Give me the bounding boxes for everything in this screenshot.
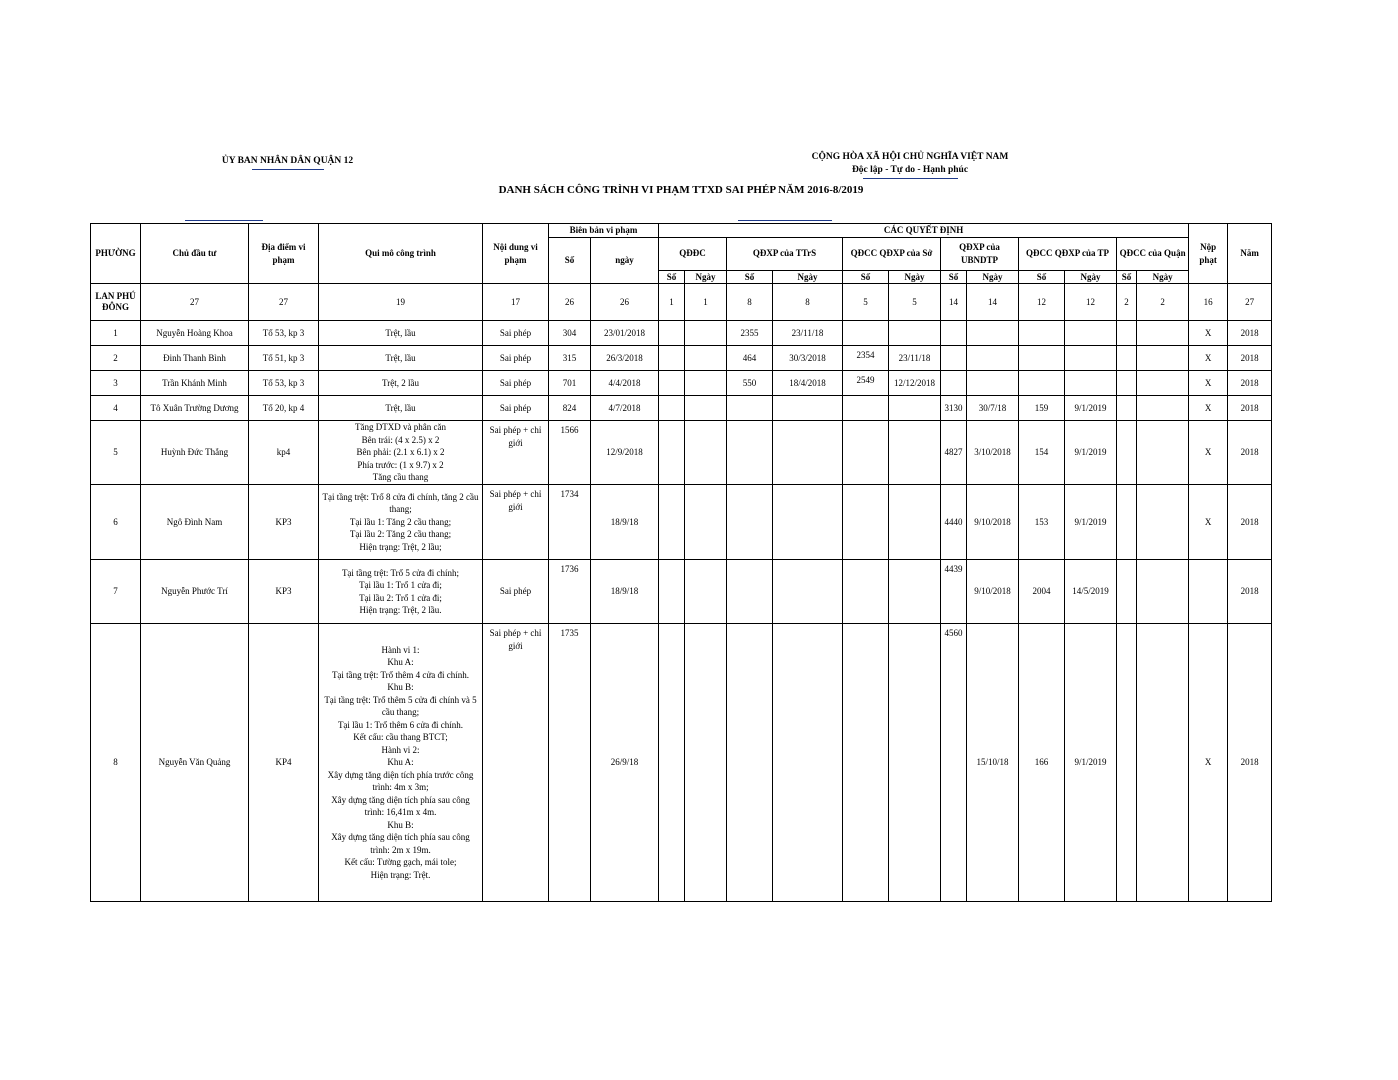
row-so-so <box>843 396 889 421</box>
row-ttrs-so <box>727 421 773 485</box>
row-ttrs-so: 464 <box>727 346 773 371</box>
row-stt: 6 <box>91 485 141 560</box>
qui-mo-line: Tại tầng trệt: Trổ 5 cửa đi chính; <box>341 567 460 578</box>
qui-mo-line: Tại lầu 1: Trổ 1 cửa đi; <box>359 580 442 590</box>
row-nop-phat: X <box>1189 396 1228 421</box>
row-nam: 2018 <box>1228 485 1272 560</box>
row-so-ngay: 23/11/18 <box>889 346 941 371</box>
row-nam: 2018 <box>1228 346 1272 371</box>
table-row <box>91 346 1272 371</box>
col-bb-ngay: ngày <box>591 237 659 284</box>
sub-header-ngay: Ngày <box>967 270 1019 284</box>
row-noi-dung: Sai phép + chỉ giới <box>483 485 549 560</box>
row-dia-diem: kp4 <box>249 421 319 485</box>
row-ubndtp-ngay: 15/10/18 <box>967 624 1019 902</box>
row-so-so <box>843 485 889 560</box>
row-ttrs-ngay <box>773 560 843 624</box>
row-bb-so: 1735 <box>549 624 591 902</box>
row-tp-ngay <box>1065 371 1117 396</box>
row-quan-so <box>1117 421 1137 485</box>
row-bb-ngay: 18/9/18 <box>591 485 659 560</box>
row-dia-diem: Tổ 51, kp 3 <box>249 346 319 371</box>
row-bb-so: 315 <box>549 346 591 371</box>
row-tp-ngay: 9/1/2019 <box>1065 485 1117 560</box>
summary-count: 5 <box>843 284 889 321</box>
row-so-so: 2354 <box>843 346 889 371</box>
row-qui-mo <box>319 346 483 371</box>
row-ubndtp-so: 3130 <box>941 396 967 421</box>
table-row <box>91 560 1272 624</box>
row-so-so <box>843 421 889 485</box>
row-so-ngay <box>889 485 941 560</box>
row-quan-so <box>1117 321 1137 346</box>
row-nam: 2018 <box>1228 371 1272 396</box>
col-qui-mo: Qui mô công trình <box>319 224 483 284</box>
row-tp-so: 2004 <box>1019 560 1065 624</box>
row-ubndtp-so: 4827 <box>941 421 967 485</box>
summary-phuong: LAN PHÚ ĐÔNG <box>91 284 141 321</box>
row-nam: 2018 <box>1228 560 1272 624</box>
row-ttrs-ngay: 18/4/2018 <box>773 371 843 396</box>
sub-header-ngay: Ngày <box>889 270 941 284</box>
row-bb-ngay: 18/9/18 <box>591 560 659 624</box>
row-ubndtp-so: 4440 <box>941 485 967 560</box>
decor-line-left <box>185 220 263 221</box>
table-row <box>91 624 1272 902</box>
row-dia-diem: Tổ 20, kp 4 <box>249 396 319 421</box>
sub-header-so: Số <box>941 270 967 284</box>
national-header <box>760 151 1060 179</box>
row-quan-ngay <box>1137 346 1189 371</box>
row-ttrs-ngay: 23/11/18 <box>773 321 843 346</box>
row-noi-dung: Sai phép <box>483 560 549 624</box>
row-so-so <box>843 624 889 902</box>
col-nop-phat: Nộp phạt <box>1189 224 1228 284</box>
row-tp-so: 166 <box>1019 624 1065 902</box>
row-tp-so <box>1019 371 1065 396</box>
row-tp-so <box>1019 321 1065 346</box>
row-bb-ngay: 26/9/18 <box>591 624 659 902</box>
violations-table <box>90 223 1272 902</box>
qui-mo-line: Kết cấu: cầu thang BTCT; <box>353 732 448 743</box>
row-noi-dung: Sai phép <box>483 396 549 421</box>
sub-header-ngay: Ngày <box>1065 270 1117 284</box>
summary-count: 12 <box>1019 284 1065 321</box>
row-ubndtp-so: 4439 <box>941 560 967 624</box>
row-ubndtp-so <box>941 371 967 396</box>
row-bb-so: 1736 <box>549 560 591 624</box>
row-stt: 8 <box>91 624 141 902</box>
row-tp-ngay: 9/1/2019 <box>1065 421 1117 485</box>
row-qui-mo <box>319 560 483 624</box>
row-ttrs-ngay <box>773 396 843 421</box>
row-qui-mo <box>319 624 483 902</box>
qui-mo-line: Hiện trạng: Trệt, 2 lầu; <box>359 541 442 552</box>
qui-mo-line: Khu B: <box>387 819 414 830</box>
col-bien-ban: Biên bản vi phạm <box>549 224 659 238</box>
row-bb-so: 1566 <box>549 421 591 485</box>
summary-count: 26 <box>549 284 591 321</box>
summary-count: 12 <box>1065 284 1117 321</box>
qui-mo-line: Hiện trạng: Trệt. <box>370 869 431 880</box>
row-ttrs-ngay <box>773 421 843 485</box>
table-row <box>91 321 1272 346</box>
row-bb-so: 824 <box>549 396 591 421</box>
row-qddc-ngay <box>685 346 727 371</box>
row-quan-so <box>1117 560 1137 624</box>
org-underline <box>252 169 324 170</box>
row-bb-ngay: 12/9/2018 <box>591 421 659 485</box>
qui-mo-line: Tại tầng trệt: Trổ 8 cửa đi chính, tăng 2 cầu thang; <box>322 491 479 515</box>
qui-mo-line: Trệt, 2 lầu <box>382 377 419 388</box>
qui-mo-line: Phía trước: (1 x 9.7) x 2 <box>357 459 444 470</box>
row-ttrs-so <box>727 624 773 902</box>
row-chu-dau-tu: Trần Khánh Minh <box>141 371 249 396</box>
qui-mo-line: Xây dựng tăng diện tích phía trước công trình: 4m x 3m; <box>327 769 474 793</box>
row-nop-phat: X <box>1189 421 1228 485</box>
sub-header-so: Số <box>1019 270 1065 284</box>
qui-mo-line: Hành vi 2: <box>381 744 420 755</box>
row-so-ngay <box>889 396 941 421</box>
col-qddc: QĐĐC <box>659 237 727 270</box>
row-qui-mo <box>319 421 483 485</box>
row-noi-dung: Sai phép + chỉ giới <box>483 421 549 485</box>
row-bb-ngay: 4/7/2018 <box>591 396 659 421</box>
row-dia-diem: Tổ 53, kp 3 <box>249 321 319 346</box>
row-nam: 2018 <box>1228 421 1272 485</box>
qui-mo-line: Tại lầu 1: Trổ thêm 6 cửa đi chính. <box>337 719 464 730</box>
row-dia-diem: KP4 <box>249 624 319 902</box>
row-qddc-ngay <box>685 485 727 560</box>
qui-mo-line: Tăng cầu thang <box>372 472 429 483</box>
row-so-ngay: 12/12/2018 <box>889 371 941 396</box>
row-nop-phat <box>1189 560 1228 624</box>
row-ttrs-so <box>727 560 773 624</box>
row-tp-ngay <box>1065 321 1117 346</box>
row-qddc-so <box>659 396 685 421</box>
row-tp-so: 153 <box>1019 485 1065 560</box>
row-stt: 7 <box>91 560 141 624</box>
row-chu-dau-tu: Tô Xuân Trường Dương <box>141 396 249 421</box>
qui-mo-line: Bên phải: (2.1 x 6.1) x 2 <box>356 447 445 458</box>
row-quan-ngay <box>1137 624 1189 902</box>
row-ubndtp-ngay <box>967 371 1019 396</box>
row-tp-ngay <box>1065 346 1117 371</box>
sub-header-so: Số <box>1117 270 1137 284</box>
qui-mo-line: Tại lầu 2: Tăng 2 cầu thang; <box>349 529 452 540</box>
row-bb-so: 1734 <box>549 485 591 560</box>
document-title: DANH SÁCH CÔNG TRÌNH VI PHẠM TTXD SAI PHÉP NĂM 2016-8/2019 <box>498 184 864 196</box>
row-nam: 2018 <box>1228 321 1272 346</box>
row-nam: 2018 <box>1228 624 1272 902</box>
motto-underline <box>863 178 958 179</box>
sub-header-so: Số <box>843 270 889 284</box>
row-so-ngay <box>889 421 941 485</box>
row-stt: 4 <box>91 396 141 421</box>
row-qddc-so <box>659 321 685 346</box>
national-motto: Độc lập - Tự do - Hạnh phúc <box>851 165 969 175</box>
org-name: ỦY BAN NHÂN DÂN QUẬN 12 <box>221 156 354 166</box>
row-ttrs-ngay <box>773 624 843 902</box>
row-quan-ngay <box>1137 485 1189 560</box>
row-qddc-so <box>659 560 685 624</box>
col-phuong: PHƯỜNG <box>91 224 141 284</box>
row-ttrs-so <box>727 396 773 421</box>
row-so-ngay <box>889 321 941 346</box>
row-qddc-so <box>659 371 685 396</box>
row-ttrs-so: 550 <box>727 371 773 396</box>
row-dia-diem: KP3 <box>249 485 319 560</box>
row-quan-so <box>1117 346 1137 371</box>
col-bb-so: Số <box>549 237 591 284</box>
row-ubndtp-so: 4560 <box>941 624 967 902</box>
qui-mo-line: Tại tầng trệt: Trổ thêm 5 cửa đi chính và 5 cầu thang; <box>324 694 477 718</box>
row-qddc-ngay <box>685 421 727 485</box>
summary-count: 16 <box>1189 284 1228 321</box>
row-qddc-so <box>659 421 685 485</box>
qui-mo-line: Kết cấu: Tường gạch, mái tole; <box>344 857 457 868</box>
qui-mo-line: Hiện trạng: Trệt, 2 lầu. <box>359 605 442 615</box>
row-qddc-ngay <box>685 624 727 902</box>
col-noi-dung: Nội dung vi phạm <box>483 224 549 284</box>
row-quan-ngay <box>1137 396 1189 421</box>
row-stt: 2 <box>91 346 141 371</box>
row-qddc-ngay <box>685 321 727 346</box>
summary-count: 2 <box>1117 284 1137 321</box>
row-tp-so <box>1019 346 1065 371</box>
row-stt: 5 <box>91 421 141 485</box>
col-qdcc-quan: QĐCC của Quận <box>1117 237 1189 270</box>
row-chu-dau-tu: Huỳnh Đức Thắng <box>141 421 249 485</box>
row-quan-ngay <box>1137 560 1189 624</box>
summary-count: 2 <box>1137 284 1189 321</box>
col-nam: Năm <box>1228 224 1272 284</box>
summary-count: 17 <box>483 284 549 321</box>
table-row <box>91 396 1272 421</box>
col-cac-quyet-dinh: CÁC QUYẾT ĐỊNH <box>659 224 1189 238</box>
col-chu-dau-tu: Chủ đầu tư <box>141 224 249 284</box>
row-quan-ngay <box>1137 371 1189 396</box>
table-row <box>91 421 1272 485</box>
row-chu-dau-tu: Đinh Thanh Bình <box>141 346 249 371</box>
summary-count: 27 <box>141 284 249 321</box>
row-qddc-ngay <box>685 560 727 624</box>
qui-mo-line: Khu B: <box>387 682 414 693</box>
qui-mo-line: Trệt, lầu <box>385 352 416 363</box>
row-bb-so: 304 <box>549 321 591 346</box>
row-quan-ngay <box>1137 321 1189 346</box>
summary-count: 14 <box>967 284 1019 321</box>
qui-mo-line: Khu A: <box>387 657 414 668</box>
col-dia-diem: Địa điểm vi phạm <box>249 224 319 284</box>
row-bb-ngay: 4/4/2018 <box>591 371 659 396</box>
row-ubndtp-ngay: 3/10/2018 <box>967 421 1019 485</box>
qui-mo-line: Tại tầng trệt: Trổ thêm 4 cửa đi chính. <box>331 669 470 680</box>
row-so-so <box>843 321 889 346</box>
row-stt: 1 <box>91 321 141 346</box>
summary-count: 1 <box>685 284 727 321</box>
row-qddc-so <box>659 485 685 560</box>
row-ttrs-so <box>727 485 773 560</box>
summary-count: 8 <box>773 284 843 321</box>
row-tp-ngay: 9/1/2019 <box>1065 396 1117 421</box>
summary-count: 1 <box>659 284 685 321</box>
row-qui-mo <box>319 396 483 421</box>
summary-row <box>91 284 1272 321</box>
summary-count: 19 <box>319 284 483 321</box>
col-qdcc-tp: QĐCC QĐXP của TP <box>1019 237 1117 270</box>
row-bb-ngay: 23/01/2018 <box>591 321 659 346</box>
row-ubndtp-so <box>941 321 967 346</box>
qui-mo-line: Trệt, lầu <box>385 402 416 413</box>
row-so-so: 2549 <box>843 371 889 396</box>
sub-header-ngay: Ngày <box>685 270 727 284</box>
qui-mo-line: Bên trái: (4 x 2.5) x 2 <box>361 434 440 445</box>
row-tp-ngay: 9/1/2019 <box>1065 624 1117 902</box>
row-qui-mo <box>319 321 483 346</box>
national-title: CỘNG HÒA XÃ HỘI CHỦ NGHĨA VIỆT NAM <box>811 152 1009 162</box>
summary-count: 27 <box>1228 284 1272 321</box>
summary-count: 27 <box>249 284 319 321</box>
row-ubndtp-ngay <box>967 321 1019 346</box>
sub-header-so: Số <box>659 270 685 284</box>
summary-count: 8 <box>727 284 773 321</box>
row-ubndtp-ngay <box>967 346 1019 371</box>
sub-header-ngay: Ngày <box>1137 270 1189 284</box>
qui-mo-line: Trệt, lầu <box>385 327 416 338</box>
summary-count: 14 <box>941 284 967 321</box>
row-qddc-ngay <box>685 371 727 396</box>
row-ttrs-ngay <box>773 485 843 560</box>
row-ttrs-ngay: 30/3/2018 <box>773 346 843 371</box>
row-so-so <box>843 560 889 624</box>
col-qdxp-ttrs: QĐXP của TTrS <box>727 237 843 270</box>
row-dia-diem: KP3 <box>249 560 319 624</box>
row-tp-so: 159 <box>1019 396 1065 421</box>
row-quan-so <box>1117 624 1137 902</box>
sub-header-ngay: Ngày <box>773 270 843 284</box>
qui-mo-line: Tại lầu 2: Trổ 1 cửa đi; <box>359 592 442 603</box>
qui-mo-line: Khu A: <box>387 757 414 768</box>
org-header <box>200 156 375 170</box>
row-nop-phat: X <box>1189 485 1228 560</box>
row-nop-phat: X <box>1189 624 1228 902</box>
row-quan-so <box>1117 371 1137 396</box>
row-chu-dau-tu: Nguyễn Văn Quảng <box>141 624 249 902</box>
row-tp-ngay: 14/5/2019 <box>1065 560 1117 624</box>
qui-mo-line: Xây dựng tăng diện tích phía sau công trình: 16,41m x 4m. <box>331 794 470 818</box>
row-so-ngay <box>889 560 941 624</box>
row-noi-dung: Sai phép <box>483 371 549 396</box>
row-qui-mo <box>319 485 483 560</box>
row-nam: 2018 <box>1228 396 1272 421</box>
row-qddc-ngay <box>685 396 727 421</box>
row-qddc-so <box>659 346 685 371</box>
row-bb-so: 701 <box>549 371 591 396</box>
summary-count: 26 <box>591 284 659 321</box>
col-qdcc-so: QĐCC QĐXP của Sở <box>843 237 941 270</box>
sub-header-so: Số <box>727 270 773 284</box>
row-ubndtp-so <box>941 346 967 371</box>
row-quan-so <box>1117 396 1137 421</box>
row-ubndtp-ngay: 9/10/2018 <box>967 560 1019 624</box>
row-chu-dau-tu: Nguyễn Hoàng Khoa <box>141 321 249 346</box>
table-row <box>91 371 1272 396</box>
col-qdxp-ubndtp: QĐXP của UBNDTP <box>941 237 1019 270</box>
qui-mo-line: Xây dựng tăng diện tích phía sau công trình: 2m x 19m. <box>331 832 470 855</box>
row-qddc-so <box>659 624 685 902</box>
row-noi-dung: Sai phép <box>483 346 549 371</box>
row-chu-dau-tu: Nguyễn Phước Trí <box>141 560 249 624</box>
decor-line-right <box>738 220 832 221</box>
row-ttrs-so: 2355 <box>727 321 773 346</box>
row-noi-dung: Sai phép <box>483 321 549 346</box>
row-nop-phat: X <box>1189 346 1228 371</box>
row-quan-ngay <box>1137 421 1189 485</box>
qui-mo-line: Tăng DTXD và phân căn <box>355 422 446 433</box>
qui-mo-line: Tại lầu 1: Tăng 2 cầu thang; <box>349 516 452 527</box>
table-row <box>91 485 1272 560</box>
summary-count: 5 <box>889 284 941 321</box>
row-ubndtp-ngay: 9/10/2018 <box>967 485 1019 560</box>
row-tp-so: 154 <box>1019 421 1065 485</box>
row-nop-phat: X <box>1189 321 1228 346</box>
row-dia-diem: Tổ 53, kp 3 <box>249 371 319 396</box>
qui-mo-line: Hành vi 1: <box>381 644 420 655</box>
row-nop-phat: X <box>1189 371 1228 396</box>
row-bb-ngay: 26/3/2018 <box>591 346 659 371</box>
row-chu-dau-tu: Ngô Đình Nam <box>141 485 249 560</box>
row-quan-so <box>1117 485 1137 560</box>
row-so-ngay <box>889 624 941 902</box>
row-ubndtp-ngay: 30/7/18 <box>967 396 1019 421</box>
row-qui-mo <box>319 371 483 396</box>
row-stt: 3 <box>91 371 141 396</box>
row-noi-dung: Sai phép + chỉ giới <box>483 624 549 902</box>
